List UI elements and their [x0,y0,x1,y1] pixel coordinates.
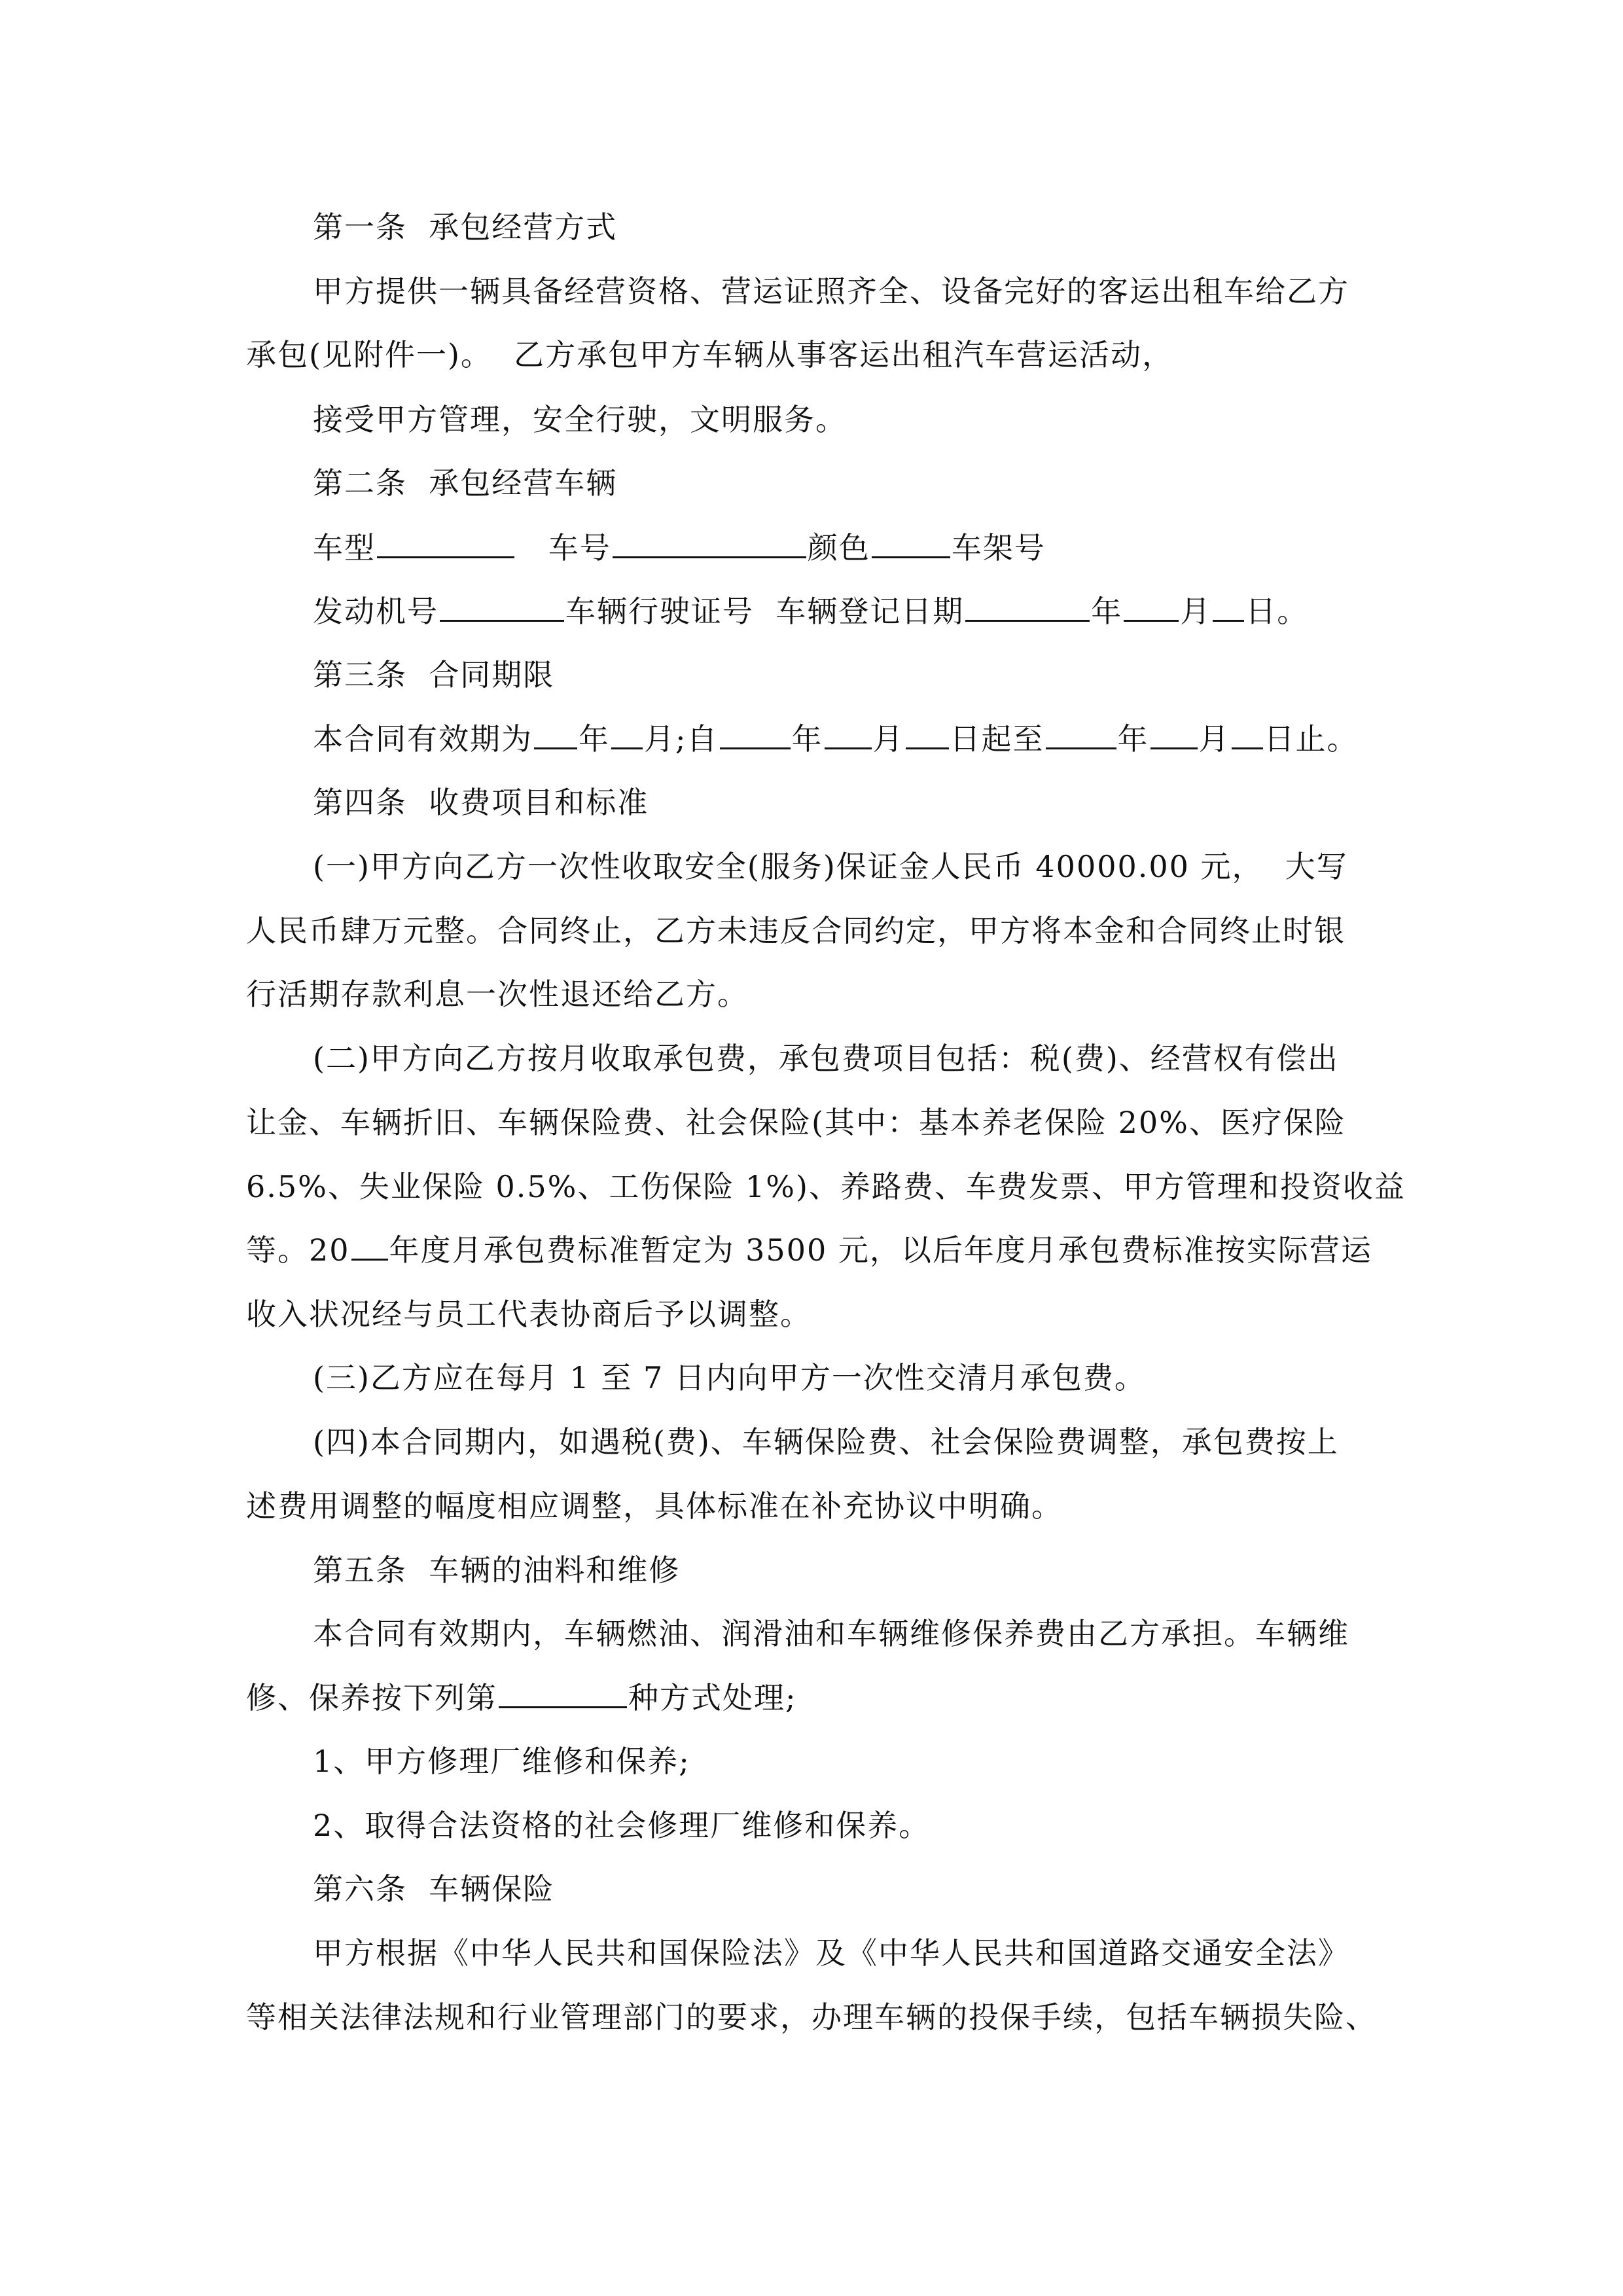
register-year-blank[interactable] [965,591,1090,622]
end-year-blank[interactable] [1046,719,1116,749]
article4-item2: 6.5%、失业保险 0.5%、工伤保险 1%)、养路费、车费发票、甲方管理和投资收益 [246,1169,1406,1204]
end-day-blank[interactable] [1232,719,1263,749]
fee-year-blank[interactable] [351,1230,388,1261]
day-from-label: 日起至 [950,721,1044,757]
license-label: 车辆行驶证号 车辆登记日期 [565,594,965,629]
year-label: 年 [791,721,823,757]
repair-option-2: 2、取得合法资格的社会修理厂维修和保养。 [313,1808,931,1843]
engine-label: 发动机号 [313,594,438,629]
color-label: 颜色 [807,530,870,565]
model-label: 车型 [313,530,376,565]
term-years-blank[interactable] [534,719,577,749]
article4-item4: 述费用调整的幅度相应调整，具体标准在补充协议中明确。 [246,1488,1063,1524]
year-prefix: 等。20 [246,1232,350,1268]
article4-item2: (二)甲方向乙方按月收取承包费，承包费项目包括：税(费)、经营权有偿出 [313,1041,1339,1076]
start-month-blank[interactable] [825,719,872,749]
month-label: 月 [644,721,675,757]
start-year-blank[interactable] [720,719,791,749]
color-blank[interactable] [872,528,950,558]
from-label: ;自 [675,721,719,757]
article6-text: 等相关法律法规和行业管理部门的要求，办理车辆的投保手续，包括车辆损失险、 [246,2000,1377,2035]
model-blank[interactable] [377,528,514,558]
fee-text: 年度月承包费标准暂定为 3500 元，以后年度月承包费标准按实际营运 [389,1232,1372,1268]
article1-text: 承包(见附件一)。 乙方承包甲方车辆从事客运出租汽车营运活动， [246,337,1174,372]
plate-label: 车号 [548,530,611,565]
term-label: 本合同有效期为 [313,721,533,757]
article4-item1: 行活期存款利息一次性退还给乙方。 [246,977,749,1012]
article1-heading: 第一条 承包经营方式 [313,209,618,245]
register-month-blank[interactable] [1124,591,1179,622]
start-day-blank[interactable] [906,719,949,749]
method-label: 修、保养按下列第 [246,1680,497,1715]
repair-option-1: 1、甲方修理厂维修和保养; [313,1744,690,1779]
method-suffix: 种方式处理; [628,1680,797,1715]
article4-item4: (四)本合同期内，如遇税(费)、车辆保险费、社会保险费调整，承包费按上 [313,1424,1339,1460]
year-label: 年 [1091,594,1123,629]
year-label: 年 [1117,721,1149,757]
article1-text: 接受甲方管理，安全行驶，文明服务。 [313,402,847,437]
engine-info-row [313,591,1308,632]
month-label: 月 [872,721,904,757]
article6-heading: 第六条 车辆保险 [313,1871,555,1907]
article5-text: 本合同有效期内，车辆燃油、润滑油和车辆维修保养费由乙方承担。车辆维 [313,1616,1349,1651]
article1-text: 甲方提供一辆具备经营资格、营运证照齐全、设备完好的客运出租车给乙方 [313,274,1349,309]
contract-term-row [313,719,1359,759]
article2-heading: 第二条 承包经营车辆 [313,465,618,501]
article4-item2: 让金、车辆折旧、车辆保险费、社会保险(其中：基本养老保险 20%、医疗保险 [246,1105,1346,1140]
article5-text [246,1677,797,1718]
term-months-blank[interactable] [611,719,643,749]
month-label: 月 [1180,594,1212,629]
day-label: 日。 [1245,594,1309,629]
article4-item2 [246,1230,1372,1270]
article4-item1: 人民币肆万元整。合同终止，乙方未违反合同约定，甲方将本金和合同终止时银 [246,913,1346,948]
day-until-label: 日止。 [1264,721,1359,757]
article4-heading: 第四条 收费项目和标准 [313,785,649,820]
article4-item2: 收入状况经与员工代表协商后予以调整。 [246,1297,812,1332]
plate-blank[interactable] [613,528,806,558]
article3-heading: 第三条 合同期限 [313,657,555,692]
method-blank[interactable] [499,1677,627,1708]
month-label: 月 [1198,721,1230,757]
engine-blank[interactable] [440,591,564,622]
year-label: 年 [579,721,610,757]
vehicle-info-row [313,528,1046,568]
article5-heading: 第五条 车辆的油料和维修 [313,1552,681,1588]
end-month-blank[interactable] [1150,719,1198,749]
frame-label: 车架号 [951,530,1046,565]
article4-item1: (一)甲方向乙方一次性收取安全(服务)保证金人民币 40000.00 元， 大写 [313,849,1348,884]
article6-text: 甲方根据《中华人民共和国保险法》及《中华人民共和国道路交通安全法》 [313,1935,1349,1971]
article4-item3: (三)乙方应在每月 1 至 7 日内向甲方一次性交清月承包费。 [313,1360,1146,1395]
register-day-blank[interactable] [1213,591,1244,622]
